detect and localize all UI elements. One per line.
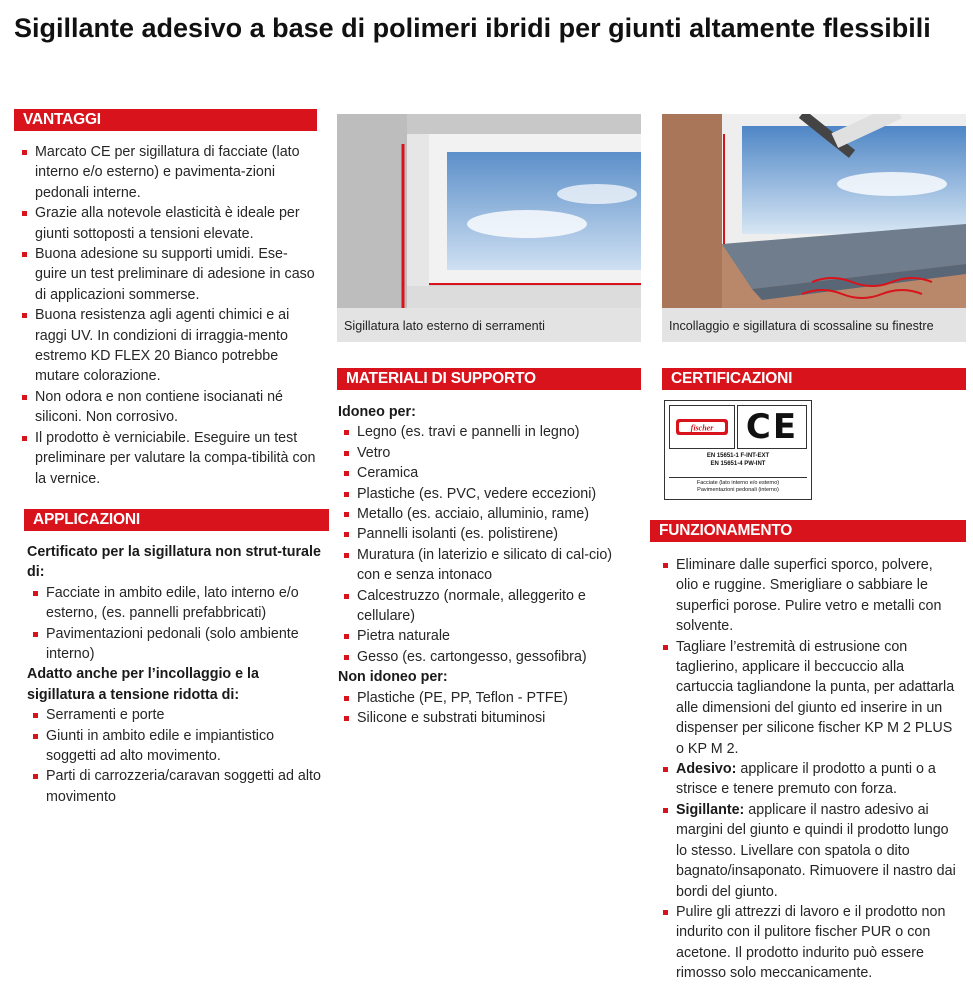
- fischer-logo: [669, 405, 735, 449]
- window-flashing-illustration: [662, 114, 966, 308]
- list-item: Silicone e substrati bituminosi: [338, 708, 638, 728]
- list-item: Plastiche (PE, PP, Teflon - PTFE): [338, 688, 638, 708]
- list-item: Pietra naturale: [338, 626, 638, 646]
- idoneo-list: [338, 422, 638, 667]
- applicazioni-group2-title: Adatto anche per l’incollaggio e la sigillatura a tensione ridotta di:: [27, 666, 259, 703]
- list-item: Muratura (in laterizio e silicato di cal-cio) con e senza intonaco: [338, 545, 638, 586]
- ce-certificate-label: [664, 400, 812, 500]
- list-item: Buona resistenza agli agenti chimici e ai raggi UV. In condizioni di irraggia-mento estremo KD FLEX 20 Bianco potrebbe mutare colorazione.: [16, 305, 316, 387]
- fischer-logo-icon: [670, 406, 734, 448]
- applicazioni-group1-title: Certificato per la sigillatura non strut-turale di:: [27, 544, 321, 581]
- list-item: Calcestruzzo (normale, alleggerito e cellulare): [338, 586, 638, 627]
- materiali-heading: MATERIALI DI SUPPORTO: [337, 368, 641, 390]
- list-item: Adesivo: applicare il prodotto a punti o a strisce e tenere premuto con forza.: [657, 759, 957, 800]
- vantaggi-list: [16, 142, 316, 489]
- applicazioni-column: [27, 542, 327, 807]
- standard-line: EN 15651-4 PW-INT: [710, 461, 766, 467]
- vantaggi-heading: VANTAGGI: [14, 109, 317, 131]
- list-item: Grazie alla notevole elasticità è ideale per giunti sottoposti a tensioni elevate.: [16, 203, 316, 244]
- list-item: Parti di carrozzeria/caravan soggetti ad alto movimento: [27, 766, 327, 807]
- standard-line: EN 15651-1 F-INT-EXT: [706, 453, 770, 459]
- funzionamento-heading: FUNZIONAMENTO: [650, 520, 966, 542]
- certificazioni-heading: CERTIFICAZIONI: [662, 368, 966, 390]
- ce-standards: [669, 452, 807, 468]
- list-item: Eliminare dalle superfici sporco, polvere, olio e ruggine. Smerigliare o sabbiare le superfici porose. Pulire vetro e metalli con solvente.: [657, 555, 957, 637]
- list-item: Non odora e non contiene isocianati né siliconi. Non corrosivo.: [16, 387, 316, 428]
- photo-left-caption: Sigillatura lato esterno di serramenti: [337, 308, 641, 342]
- use-line: Facciate (lato interno e/o esterno): [696, 480, 780, 486]
- window-exterior-illustration: [337, 114, 641, 308]
- list-item: Marcato CE per sigillatura di facciate (lato interno e/o esterno) e pavimenta-zioni pedonali interne.: [16, 142, 316, 203]
- list-item: Facciate in ambito edile, lato interno e/o esterno, (es. pannelli prefabbricati): [27, 583, 327, 624]
- list-item: Giunti in ambito edile e impiantistico soggetti ad alto movimento.: [27, 726, 327, 767]
- list-item: Pannelli isolanti (es. polistirene): [338, 524, 638, 544]
- photo-window-exterior: [337, 114, 641, 308]
- page-title: Sigillante adesivo a base di polimeri ibridi per giunti altamente flessibili: [14, 13, 931, 43]
- list-item: Metallo (es. acciaio, alluminio, rame): [338, 504, 638, 524]
- list-item: Ceramica: [338, 463, 638, 483]
- list-item: Plastiche (es. PVC, vedere eccezioni): [338, 484, 638, 504]
- use-line: Pavimentazioni pedonali (interno): [697, 487, 779, 493]
- photo-window-flashing: [662, 114, 966, 308]
- fischer-logo-text: fischer: [690, 423, 714, 433]
- list-item: Pavimentazioni pedonali (solo ambiente interno): [27, 624, 327, 665]
- ce-mark-icon: CE: [737, 405, 807, 449]
- list-item: Tagliare l’estremità di estrusione con taglierino, applicare il beccuccio alla cartuccia tagliandone la punta, per adattarla alle dimensioni del giunto ed inserire in un dispenser per silicone fischer KP M 2 PLUS o KP M 2.: [657, 637, 957, 759]
- idoneo-title: Idoneo per:: [338, 404, 416, 420]
- non-idoneo-list: [338, 688, 638, 729]
- funzionamento-list: [657, 555, 957, 984]
- list-item: Sigillante: applicare il nastro adesivo ai margini del giunto e quindi il prodotto lungo lo stesso. Livellare con spatola o dito bagnato/insaponato. Rimuovere il nastro dai bordi del giunto.: [657, 800, 957, 902]
- list-item: Serramenti e porte: [27, 705, 327, 725]
- list-item: Vetro: [338, 443, 638, 463]
- ce-uses: [669, 477, 807, 494]
- list-item: Il prodotto è verniciabile. Eseguire un test preliminare per valutare la compa-tibilità con la vernice.: [16, 428, 316, 489]
- materiali-column: [338, 402, 638, 729]
- list-item: Legno (es. travi e pannelli in legno): [338, 422, 638, 442]
- photo-right-caption: Incollaggio e sigillatura di scossaline su finestre: [662, 308, 966, 342]
- applicazioni-group2-list: [27, 705, 327, 807]
- funzionamento-column: [657, 555, 957, 984]
- non-idoneo-title: Non idoneo per:: [338, 669, 448, 686]
- list-item: Pulire gli attrezzi di lavoro e il prodotto non indurito con il pulitore fischer PUR o con acetone. Il prodotto indurito può essere rimosso solo meccanicamente.: [657, 902, 957, 984]
- list-item: Buona adesione su supporti umidi. Ese-guire un test preliminare di adesione in caso di applicazioni sommerse.: [16, 244, 316, 305]
- applicazioni-group1-list: [27, 583, 327, 665]
- list-item: Gesso (es. cartongesso, gessofibra): [338, 647, 638, 667]
- applicazioni-heading: APPLICAZIONI: [24, 509, 329, 531]
- vantaggi-column: [16, 142, 316, 489]
